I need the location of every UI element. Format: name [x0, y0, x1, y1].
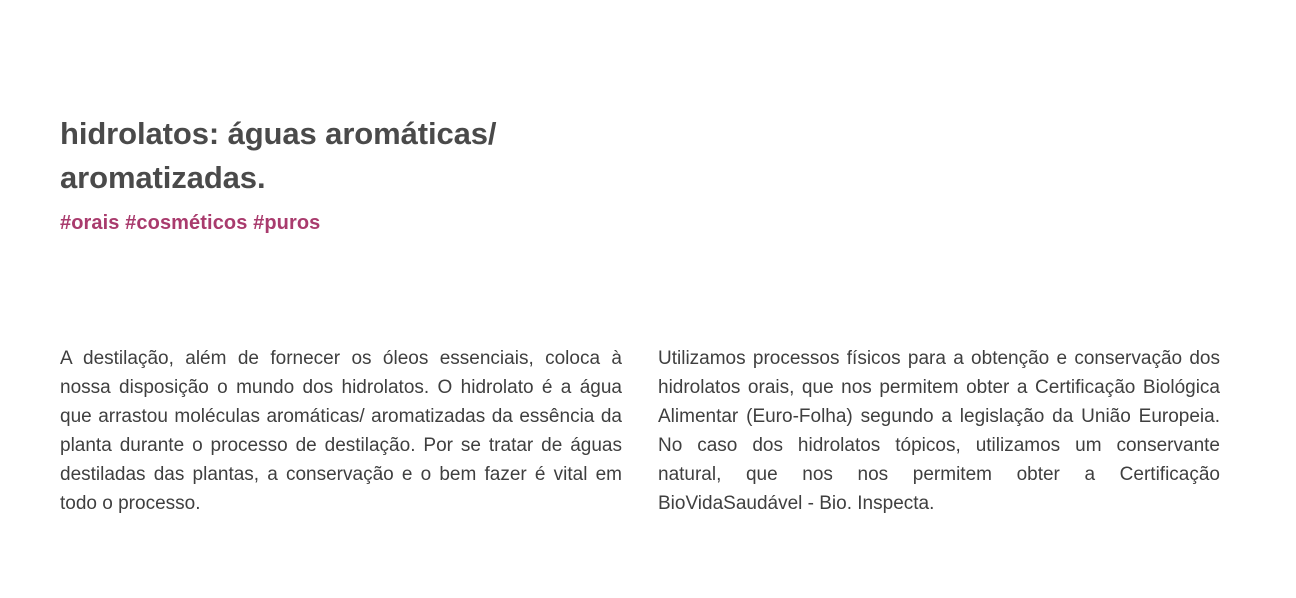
page-title: hidrolatos: águas aromáticas/ aromatizadas. [60, 116, 497, 195]
body-columns [60, 344, 1220, 518]
tag-list: #orais #cosméticos #puros [60, 212, 321, 234]
document-header [60, 112, 1236, 235]
body-column-left [60, 344, 622, 518]
paragraph-right: Utilizamos processos físicos para a obtenção e conservação dos hidrolatos orais, que nos permitem obter a Certificação Biológica Alimentar (Euro-Folha) segundo a legislação da União Europeia. No caso dos hidrolatos tópicos, utilizamos um conservante natural, que nos nos permitem obter a Certificação BioVidaSaudável - Bio. Inspecta. [658, 348, 1220, 514]
paragraph-left: A destilação, além de fornecer os óleos essenciais, coloca à nossa disposição o mundo dos hidrolatos. O hidrolato é a água que arrastou moléculas aromáticas/ aromatizadas da essência da planta durante o processo de destilação. Por se tratar de águas destiladas das plantas, a conservação e o bem fazer é vital em todo o processo. [60, 348, 622, 514]
body-column-right [658, 344, 1220, 518]
